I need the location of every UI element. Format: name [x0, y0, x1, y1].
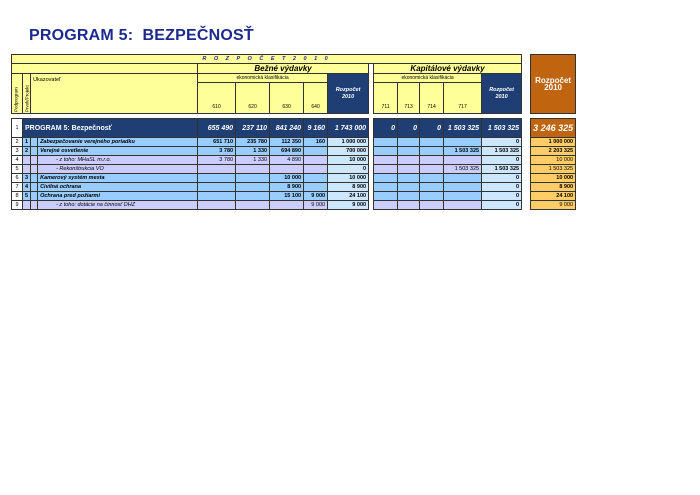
bezne-value: [270, 201, 304, 210]
row-number: 6: [12, 174, 23, 183]
bezne-total: 9 000: [328, 201, 369, 210]
kap-total: 0: [482, 174, 522, 183]
col-640: 640: [304, 83, 328, 114]
podprogram-cell: 4: [23, 183, 31, 192]
bezne-total: 1 000 000: [328, 138, 369, 147]
grand-total: 2 203 325: [531, 147, 576, 156]
bezne-value: 112 350: [270, 138, 304, 147]
bezne-value: [198, 192, 236, 201]
bezne-value: [304, 147, 328, 156]
kap-value: [444, 183, 482, 192]
prvok-cell: [31, 174, 38, 183]
kap-value: [374, 138, 398, 147]
bezne-value: [236, 201, 270, 210]
kap-value: 1 503 325: [444, 165, 482, 174]
kap-value: [398, 156, 420, 165]
table-row: [12, 183, 576, 192]
kap-value: [398, 147, 420, 156]
table-row: [12, 156, 576, 165]
bezne-value: [304, 183, 328, 192]
podprogram-cell: [23, 156, 31, 165]
kap-value: [444, 174, 482, 183]
row-number: 8: [12, 192, 23, 201]
kap-value: [398, 165, 420, 174]
podprogram-cell: 2: [23, 147, 31, 156]
table-row: [12, 147, 576, 156]
header-spacer-left: [12, 64, 198, 74]
kap-value: [398, 174, 420, 183]
program-717: 1 503 325: [444, 119, 482, 138]
kap-total: 1 503 325: [482, 147, 522, 156]
bezne-value: [198, 201, 236, 210]
bezne-value: 15 100: [270, 192, 304, 201]
bezne-total: 10 000: [328, 174, 369, 183]
program-kap-total: 1 503 325: [482, 119, 522, 138]
prvok-cell: [31, 192, 38, 201]
grand-total: 1 000 000: [531, 138, 576, 147]
row-number: 2: [12, 138, 23, 147]
podprogram-cell: [23, 201, 31, 210]
kap-value: [420, 201, 444, 210]
col-717: 717: [444, 83, 482, 114]
kap-ek-header: ekonomická klasifikácia: [374, 74, 482, 83]
program-620: 237 110: [236, 119, 270, 138]
kap-value: [398, 138, 420, 147]
ukazovatel-header: Ukazovateľ: [31, 74, 198, 114]
row-number: 7: [12, 183, 23, 192]
grand-total-header: Rozpočet 2010: [531, 55, 576, 114]
bezne-total: 10 000: [328, 156, 369, 165]
table-row: [12, 192, 576, 201]
bezne-value: 9 000: [304, 201, 328, 210]
kap-value: [420, 147, 444, 156]
row-label: Kamerový systém mesta: [38, 174, 198, 183]
bezne-vydavky-header: Bežné výdavky: [198, 64, 369, 74]
podprogram-cell: 5: [23, 192, 31, 201]
bezne-value: 694 890: [270, 147, 304, 156]
bezne-value: [304, 165, 328, 174]
bezne-value: [236, 174, 270, 183]
bezne-value: [236, 192, 270, 201]
bezne-ek-header: ekonomická klasifikácia: [198, 74, 328, 83]
bezne-value: 235 780: [236, 138, 270, 147]
col-711: 711: [374, 83, 398, 114]
kap-value: [444, 201, 482, 210]
kap-value: [398, 201, 420, 210]
kap-total: 1 503 325: [482, 165, 522, 174]
bezne-rozpocet-header: Rozpočet 2010: [328, 74, 369, 114]
prvok-cell: [31, 147, 38, 156]
bezne-value: 1 330: [236, 147, 270, 156]
bezne-value: 3 780: [198, 156, 236, 165]
row-label: Zabezpečovanie verejného poriadku: [38, 138, 198, 147]
row-number: 4: [12, 156, 23, 165]
bezne-total: 8 900: [328, 183, 369, 192]
row-number: 1: [12, 119, 23, 138]
kap-value: [374, 156, 398, 165]
bezne-value: 3 780: [198, 147, 236, 156]
kap-total: 0: [482, 192, 522, 201]
grand-total: 9 000: [531, 201, 576, 210]
program-grand-total: 3 246 325: [531, 119, 576, 138]
row-number: 3: [12, 147, 23, 156]
bezne-total: 0: [328, 165, 369, 174]
budget-table: [11, 54, 576, 210]
table-row: [12, 138, 576, 147]
kap-value: [420, 174, 444, 183]
bezne-value: [198, 174, 236, 183]
col-620: 620: [236, 83, 270, 114]
rozpocet-band: R O Z P O Č E T 2 0 1 0: [12, 55, 522, 64]
bezne-value: 4 890: [270, 156, 304, 165]
program-640: 9 160: [304, 119, 328, 138]
kap-value: [374, 147, 398, 156]
kap-value: [374, 201, 398, 210]
kap-value: [420, 192, 444, 201]
bezne-value: [236, 165, 270, 174]
grand-total: 10 000: [531, 156, 576, 165]
row-label: - z toho: MHaSL m.r.o.: [38, 156, 198, 165]
row-label: Ochrana pred požiarmi: [38, 192, 198, 201]
program-610: 655 490: [198, 119, 236, 138]
bezne-total: 24 100: [328, 192, 369, 201]
kap-value: [374, 192, 398, 201]
prvok-cell: [31, 156, 38, 165]
kap-value: [420, 156, 444, 165]
prvok-cell: [31, 165, 38, 174]
podprogram-cell: 1: [23, 138, 31, 147]
col-630: 630: [270, 83, 304, 114]
program-label: PROGRAM 5: Bezpečnosť: [23, 119, 198, 138]
kap-total: 0: [482, 138, 522, 147]
prvok-cell: [31, 201, 38, 210]
kap-value: [420, 165, 444, 174]
bezne-value: [198, 183, 236, 192]
row-number: 5: [12, 165, 23, 174]
kap-value: [444, 192, 482, 201]
kap-value: 1 503 325: [444, 147, 482, 156]
col-714: 714: [420, 83, 444, 114]
table-row: [12, 165, 576, 174]
podprogram-cell: [23, 165, 31, 174]
col-713: 713: [398, 83, 420, 114]
kap-value: [398, 192, 420, 201]
kap-value: [374, 183, 398, 192]
kap-value: [420, 183, 444, 192]
row-number: 9: [12, 201, 23, 210]
grand-total: 10 000: [531, 174, 576, 183]
program-bezne-total: 1 743 000: [328, 119, 369, 138]
bezne-value: 651 710: [198, 138, 236, 147]
program-row: [12, 119, 576, 138]
bezne-value: [304, 156, 328, 165]
kap-value: [444, 156, 482, 165]
kap-total: 0: [482, 201, 522, 210]
kap-rozpocet-header: Rozpočet 2010: [482, 74, 522, 114]
program-630: 841 240: [270, 119, 304, 138]
kapitalove-vydavky-header: Kapitálové výdavky: [374, 64, 522, 74]
grand-total: 1 503 325: [531, 165, 576, 174]
bezne-value: [270, 165, 304, 174]
kap-value: [374, 174, 398, 183]
col-610: 610: [198, 83, 236, 114]
kap-value: [444, 138, 482, 147]
bezne-total: 700 000: [328, 147, 369, 156]
program-714: 0: [420, 119, 444, 138]
program-711: 0: [374, 119, 398, 138]
bezne-value: [304, 174, 328, 183]
prvok-cell: [31, 183, 38, 192]
bezne-value: 160: [304, 138, 328, 147]
prvok-cell: [31, 138, 38, 147]
page-title: PROGRAM 5: BEZPEČNOSŤ: [29, 27, 254, 44]
program-713: 0: [398, 119, 420, 138]
grand-total: 8 900: [531, 183, 576, 192]
bezne-value: 8 900: [270, 183, 304, 192]
podprogram-header: Podprogram: [12, 74, 23, 114]
row-label: Verejné osvetlenie: [38, 147, 198, 156]
table-row: [12, 201, 576, 210]
kap-value: [398, 183, 420, 192]
kap-total: 0: [482, 183, 522, 192]
grand-total: 24 100: [531, 192, 576, 201]
bezne-value: 9 000: [304, 192, 328, 201]
prvok-header: Prvok/Projekt: [23, 74, 31, 114]
bezne-value: 10 000: [270, 174, 304, 183]
bezne-value: 1 330: [236, 156, 270, 165]
bezne-value: [198, 165, 236, 174]
kap-total: 0: [482, 156, 522, 165]
row-label: Civilná ochrana: [38, 183, 198, 192]
kap-value: [420, 138, 444, 147]
table-row: [12, 174, 576, 183]
kap-value: [374, 165, 398, 174]
row-label: - z toho: dotácie na činnosť DHZ: [38, 201, 198, 210]
podprogram-cell: 3: [23, 174, 31, 183]
row-label: - Rekonštrukcia VO: [38, 165, 198, 174]
bezne-value: [236, 183, 270, 192]
